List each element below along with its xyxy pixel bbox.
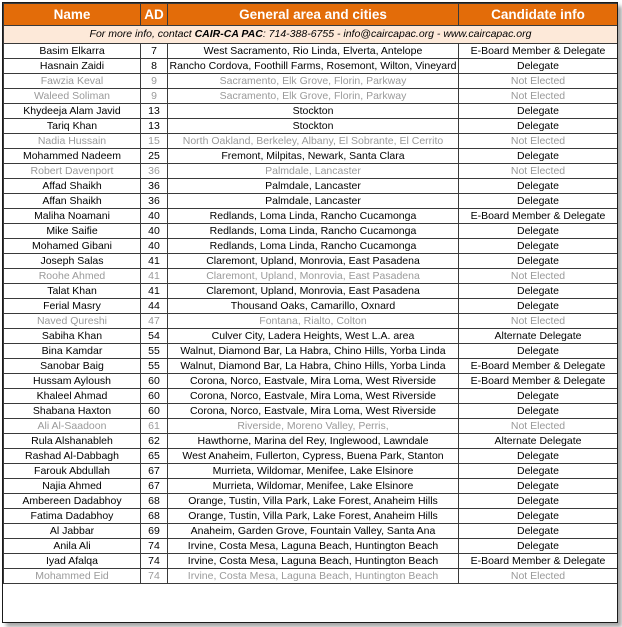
cell-name: Maliha Noamani [4, 209, 141, 224]
cell-ad: 67 [141, 464, 168, 479]
cell-info: Alternate Delegate [459, 434, 618, 449]
cell-ad: 40 [141, 224, 168, 239]
cell-info: Not Elected [459, 89, 618, 104]
cell-ad: 67 [141, 479, 168, 494]
cell-info: Delegate [459, 509, 618, 524]
cell-area: Sacramento, Elk Grove, Florin, Parkway [168, 89, 459, 104]
delegate-table-container [2, 2, 618, 623]
cell-area: Redlands, Loma Linda, Rancho Cucamonga [168, 239, 459, 254]
cell-area: Redlands, Loma Linda, Rancho Cucamonga [168, 209, 459, 224]
cell-area: Palmdale, Lancaster [168, 194, 459, 209]
cell-name: Shabana Haxton [4, 404, 141, 419]
cell-ad: 36 [141, 194, 168, 209]
cell-info: Delegate [459, 224, 618, 239]
cell-area: Stockton [168, 119, 459, 134]
cell-area: Murrieta, Wildomar, Menifee, Lake Elsinore [168, 464, 459, 479]
table-row [4, 569, 618, 584]
contact-details: : 714-388-6755 - info@caircapac.org - www.caircapac.org [262, 28, 532, 40]
table-row [4, 299, 618, 314]
cell-ad: 61 [141, 419, 168, 434]
cell-ad: 13 [141, 104, 168, 119]
cell-name: Mike Saifie [4, 224, 141, 239]
cell-info: Delegate [459, 494, 618, 509]
cell-info: Not Elected [459, 74, 618, 89]
cell-name: Al Jabbar [4, 524, 141, 539]
cell-ad: 13 [141, 119, 168, 134]
cell-area: Rancho Cordova, Foothill Farms, Rosemont, Wilton, Vineyard [168, 59, 459, 74]
cell-name: Nadia Hussain [4, 134, 141, 149]
table-row [4, 329, 618, 344]
cell-ad: 7 [141, 44, 168, 59]
cell-info: E-Board Member & Delegate [459, 44, 618, 59]
cell-area: North Oakland, Berkeley, Albany, El Sobrante, El Cerrito [168, 134, 459, 149]
cell-name: Khaleel Ahmad [4, 389, 141, 404]
table-row [4, 149, 618, 164]
table-row [4, 374, 618, 389]
cell-area: Stockton [168, 104, 459, 119]
table-row [4, 44, 618, 59]
table-row [4, 269, 618, 284]
header-area: General area and cities [168, 4, 459, 26]
cell-name: Hussam Ayloush [4, 374, 141, 389]
cell-ad: 68 [141, 494, 168, 509]
cell-area: Orange, Tustin, Villa Park, Lake Forest, Anaheim Hills [168, 509, 459, 524]
cell-info: Not Elected [459, 569, 618, 584]
cell-name: Hasnain Zaidi [4, 59, 141, 74]
cell-name: Rashad Al-Dabbagh [4, 449, 141, 464]
cell-name: Affan Shaikh [4, 194, 141, 209]
cell-info: Not Elected [459, 314, 618, 329]
cell-ad: 68 [141, 509, 168, 524]
cell-area: West Anaheim, Fullerton, Cypress, Buena Park, Stanton [168, 449, 459, 464]
cell-info: E-Board Member & Delegate [459, 209, 618, 224]
cell-info: Delegate [459, 194, 618, 209]
table-row [4, 464, 618, 479]
table-row [4, 239, 618, 254]
cell-area: Orange, Tustin, Villa Park, Lake Forest, Anaheim Hills [168, 494, 459, 509]
cell-name: Ambereen Dadabhoy [4, 494, 141, 509]
cell-area: Walnut, Diamond Bar, La Habra, Chino Hills, Yorba Linda [168, 344, 459, 359]
table-row [4, 224, 618, 239]
table-row [4, 389, 618, 404]
delegate-table [3, 3, 618, 584]
cell-name: Fawzia Keval [4, 74, 141, 89]
cell-ad: 55 [141, 359, 168, 374]
cell-ad: 60 [141, 374, 168, 389]
cell-info: Delegate [459, 254, 618, 269]
cell-info: Delegate [459, 149, 618, 164]
cell-ad: 60 [141, 404, 168, 419]
cell-ad: 15 [141, 134, 168, 149]
cell-area: Thousand Oaks, Camarillo, Oxnard [168, 299, 459, 314]
cell-ad: 74 [141, 554, 168, 569]
cell-info: Alternate Delegate [459, 329, 618, 344]
table-row [4, 344, 618, 359]
cell-name: Joseph Salas [4, 254, 141, 269]
cell-area: Irvine, Costa Mesa, Laguna Beach, Huntington Beach [168, 539, 459, 554]
contact-banner [4, 26, 618, 44]
cell-ad: 55 [141, 344, 168, 359]
cell-area: West Sacramento, Rio Linda, Elverta, Antelope [168, 44, 459, 59]
cell-area: Corona, Norco, Eastvale, Mira Loma, West Riverside [168, 389, 459, 404]
table-row [4, 434, 618, 449]
cell-ad: 40 [141, 209, 168, 224]
cell-info: Delegate [459, 344, 618, 359]
cell-name: Basim Elkarra [4, 44, 141, 59]
cell-name: Mohammed Eid [4, 569, 141, 584]
cell-name: Fatima Dadabhoy [4, 509, 141, 524]
cell-name: Sanobar Baig [4, 359, 141, 374]
header-name: Name [4, 4, 141, 26]
cell-name: Ferial Masry [4, 299, 141, 314]
cell-name: Mohamed Gibani [4, 239, 141, 254]
cell-name: Najia Ahmed [4, 479, 141, 494]
header-info: Candidate info [459, 4, 618, 26]
cell-area: Anaheim, Garden Grove, Fountain Valley, Santa Ana [168, 524, 459, 539]
cell-info: Not Elected [459, 134, 618, 149]
cell-info: Delegate [459, 299, 618, 314]
cell-area: Palmdale, Lancaster [168, 164, 459, 179]
cell-name: Khydeeja Alam Javid [4, 104, 141, 119]
table-row [4, 104, 618, 119]
cell-ad: 44 [141, 299, 168, 314]
table-row [4, 554, 618, 569]
table-row [4, 254, 618, 269]
cell-info: E-Board Member & Delegate [459, 359, 618, 374]
table-row [4, 494, 618, 509]
contact-banner-row [4, 26, 618, 44]
cell-info: Delegate [459, 104, 618, 119]
cell-info: E-Board Member & Delegate [459, 554, 618, 569]
cell-name: Iyad Afalqa [4, 554, 141, 569]
cell-area: Irvine, Costa Mesa, Laguna Beach, Huntington Beach [168, 569, 459, 584]
cell-ad: 8 [141, 59, 168, 74]
cell-area: Claremont, Upland, Monrovia, East Pasadena [168, 254, 459, 269]
cell-info: Delegate [459, 239, 618, 254]
cell-info: Delegate [459, 524, 618, 539]
cell-ad: 74 [141, 569, 168, 584]
table-row [4, 194, 618, 209]
cell-ad: 9 [141, 74, 168, 89]
cell-area: Murrieta, Wildomar, Menifee, Lake Elsinore [168, 479, 459, 494]
cell-name: Affad Shaikh [4, 179, 141, 194]
table-row [4, 449, 618, 464]
cell-ad: 47 [141, 314, 168, 329]
cell-name: Naved Qureshi [4, 314, 141, 329]
cell-area: Culver City, Ladera Heights, West L.A. area [168, 329, 459, 344]
cell-info: Delegate [459, 479, 618, 494]
cell-info: Not Elected [459, 164, 618, 179]
table-row [4, 404, 618, 419]
table-row [4, 359, 618, 374]
header-row [4, 4, 618, 26]
cell-info: E-Board Member & Delegate [459, 374, 618, 389]
cell-ad: 69 [141, 524, 168, 539]
cell-area: Fremont, Milpitas, Newark, Santa Clara [168, 149, 459, 164]
cell-ad: 25 [141, 149, 168, 164]
table-row [4, 539, 618, 554]
cell-info: Delegate [459, 404, 618, 419]
cell-name: Talat Khan [4, 284, 141, 299]
table-row [4, 164, 618, 179]
table-row [4, 134, 618, 149]
cell-ad: 60 [141, 389, 168, 404]
table-row [4, 119, 618, 134]
cell-name: Bina Kamdar [4, 344, 141, 359]
contact-prefix: For more info, contact [89, 28, 195, 40]
header-ad: AD [141, 4, 168, 26]
cell-area: Irvine, Costa Mesa, Laguna Beach, Huntington Beach [168, 554, 459, 569]
cell-area: Claremont, Upland, Monrovia, East Pasadena [168, 284, 459, 299]
cell-name: Sabiha Khan [4, 329, 141, 344]
cell-area: Palmdale, Lancaster [168, 179, 459, 194]
cell-area: Fontana, Rialto, Colton [168, 314, 459, 329]
cell-info: Delegate [459, 389, 618, 404]
cell-ad: 65 [141, 449, 168, 464]
cell-name: Ali Al-Saadoon [4, 419, 141, 434]
table-row [4, 509, 618, 524]
cell-info: Delegate [459, 59, 618, 74]
cell-ad: 74 [141, 539, 168, 554]
cell-name: Farouk Abdullah [4, 464, 141, 479]
table-row [4, 74, 618, 89]
cell-area: Claremont, Upland, Monrovia, East Pasadena [168, 269, 459, 284]
cell-ad: 36 [141, 179, 168, 194]
table-row [4, 314, 618, 329]
cell-info: Delegate [459, 539, 618, 554]
cell-area: Corona, Norco, Eastvale, Mira Loma, West Riverside [168, 404, 459, 419]
table-row [4, 479, 618, 494]
table-row [4, 89, 618, 104]
cell-info: Not Elected [459, 269, 618, 284]
cell-info: Delegate [459, 284, 618, 299]
table-row [4, 284, 618, 299]
cell-area: Riverside, Moreno Valley, Perris, [168, 419, 459, 434]
cell-ad: 41 [141, 284, 168, 299]
cell-area: Walnut, Diamond Bar, La Habra, Chino Hills, Yorba Linda [168, 359, 459, 374]
cell-info: Delegate [459, 464, 618, 479]
cell-name: Tariq Khan [4, 119, 141, 134]
cell-info: Not Elected [459, 419, 618, 434]
cell-name: Waleed Soliman [4, 89, 141, 104]
cell-info: Delegate [459, 179, 618, 194]
cell-area: Corona, Norco, Eastvale, Mira Loma, West Riverside [168, 374, 459, 389]
cell-area: Sacramento, Elk Grove, Florin, Parkway [168, 74, 459, 89]
cell-area: Hawthorne, Marina del Rey, Inglewood, Lawndale [168, 434, 459, 449]
table-row [4, 419, 618, 434]
cell-name: Anila Ali [4, 539, 141, 554]
cell-name: Mohammed Nadeem [4, 149, 141, 164]
table-row [4, 59, 618, 74]
table-row [4, 524, 618, 539]
cell-name: Rula Alshanableh [4, 434, 141, 449]
cell-ad: 36 [141, 164, 168, 179]
cell-ad: 54 [141, 329, 168, 344]
cell-ad: 9 [141, 89, 168, 104]
cell-ad: 62 [141, 434, 168, 449]
cell-info: Delegate [459, 119, 618, 134]
cell-name: Roohe Ahmed [4, 269, 141, 284]
cell-info: Delegate [459, 449, 618, 464]
cell-ad: 41 [141, 269, 168, 284]
cell-ad: 41 [141, 254, 168, 269]
cell-ad: 40 [141, 239, 168, 254]
table-row [4, 209, 618, 224]
table-row [4, 179, 618, 194]
contact-org: CAIR-CA PAC [194, 28, 263, 40]
cell-area: Redlands, Loma Linda, Rancho Cucamonga [168, 224, 459, 239]
cell-name: Robert Davenport [4, 164, 141, 179]
